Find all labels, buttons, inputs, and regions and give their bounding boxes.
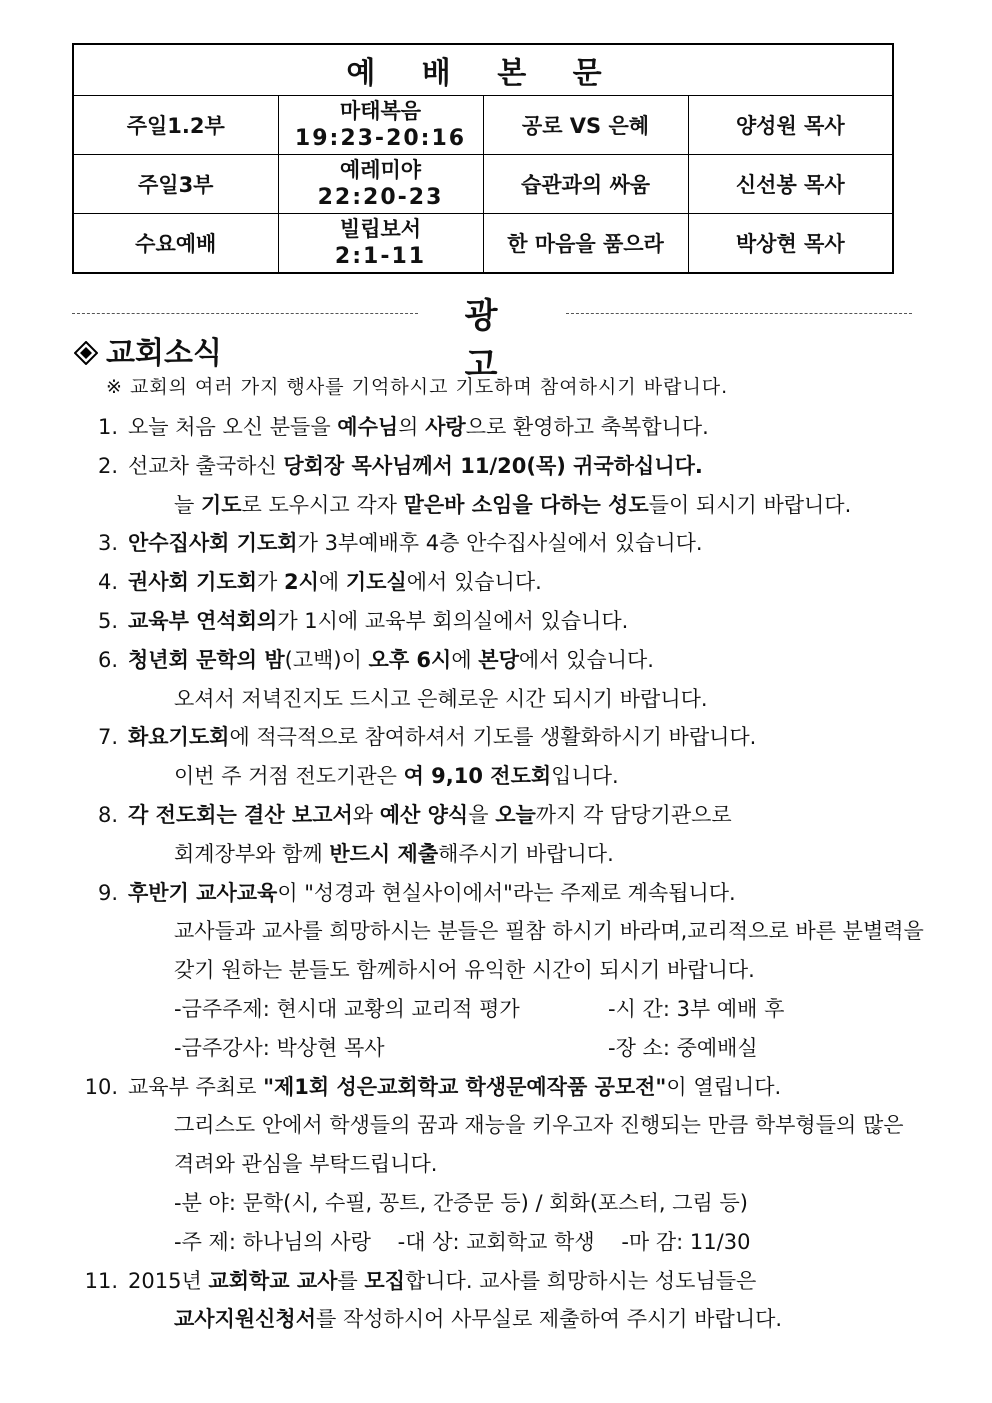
announcement-item <box>72 718 932 796</box>
announcement-item <box>72 563 932 602</box>
body-text: 가 1시에 교육부 회의실에서 있습니다. <box>277 608 629 633</box>
emphasis-text: 화요기도회 <box>128 725 230 750</box>
announcement-item <box>72 602 932 641</box>
book-name: 예레미야 <box>339 158 422 182</box>
emphasis-text: 여 9,10 전도회 <box>403 764 552 789</box>
item-number: 9. <box>97 880 118 905</box>
announcement-line <box>72 912 932 951</box>
emphasis-text: 예수님 <box>337 415 399 439</box>
emphasis-text: 교육부 연석회의 <box>128 608 278 633</box>
announcement-item <box>72 447 932 525</box>
body-text: 에 적극적으로 참여하셔서 기도를 생활화하시기 바랍니다. <box>229 725 757 750</box>
item-number: 11. <box>84 1268 118 1293</box>
body-text: -주 제: 하나님의 사랑 -대 상: 교회학교 학생 -마 감: 11/30 <box>174 1229 751 1254</box>
detail-right: -장 소: 중예배실 <box>608 1035 758 1060</box>
announcement-line <box>72 408 932 447</box>
body-text: 로 도우시고 각자 <box>241 492 404 517</box>
body-text: 의 <box>398 415 426 439</box>
item-number: 6. <box>97 647 118 672</box>
announcement-line <box>72 486 932 525</box>
emphasis-text: 안수집사회 기도회 <box>128 531 298 556</box>
body-text: 2015년 <box>128 1268 209 1293</box>
item-number: 2. <box>97 453 118 478</box>
scripture-reference <box>278 214 483 274</box>
announcement-line <box>72 796 932 835</box>
body-text: 에 <box>451 647 479 672</box>
preacher-name: 박상현 목사 <box>688 214 893 274</box>
body-text: 회계장부와 함께 <box>174 841 330 866</box>
announcement-line <box>72 447 932 486</box>
announcement-item <box>72 641 932 719</box>
body-text: 선교차 출국하신 <box>128 453 284 478</box>
body-text: (고백)이 <box>284 647 369 672</box>
body-text: 입니다. <box>551 764 619 789</box>
service-name: 주일1.2부 <box>73 96 278 155</box>
item-number: 8. <box>97 802 118 827</box>
church-news-note: ※ 교회의 여러 가지 행사를 기억하시고 기도하며 참여하시기 바랍니다. <box>106 376 729 398</box>
body-text: 오늘 처음 오신 분들을 <box>128 415 338 439</box>
verse-range: 19:23-20:16 <box>294 126 467 151</box>
emphasis-text: 오늘 <box>495 802 536 827</box>
preacher-name: 양성원 목사 <box>688 96 893 155</box>
body-text: 늘 <box>174 492 201 517</box>
announcement-item <box>72 408 932 447</box>
divider-left <box>72 313 418 314</box>
church-news-title: 교회소식 <box>106 336 222 371</box>
body-text: 가 <box>257 570 284 595</box>
scripture-table <box>72 43 894 274</box>
body-text: 에서 있습니다. <box>518 647 654 672</box>
emphasis-text: 본당 <box>478 647 519 672</box>
announcement-line <box>72 1068 932 1107</box>
announcement-line <box>72 951 932 990</box>
sermon-title: 한 마음을 품으라 <box>483 214 688 274</box>
emphasis-text: 청년회 문학의 밤 <box>128 647 285 672</box>
detail-right: -시 간: 3부 예배 후 <box>608 996 785 1021</box>
emphasis-text: 반드시 제출 <box>329 841 439 866</box>
body-text: 이번 주 거점 전도기관은 <box>174 764 404 789</box>
scripture-row <box>73 214 893 274</box>
body-text: 으로 환영하고 축복합니다. <box>465 415 709 439</box>
item-number: 10. <box>84 1074 118 1099</box>
scripture-reference <box>278 155 483 214</box>
announcement-line <box>72 990 932 1029</box>
body-text: 해주시기 바랍니다. <box>438 841 614 866</box>
emphasis-text: 기도실 <box>345 570 407 595</box>
announcement-item <box>72 1262 932 1340</box>
body-text: 에서 있습니다. <box>406 570 542 595</box>
sermon-title: 공로 VS 은혜 <box>483 96 688 155</box>
body-text: 교사들과 교사를 희망하시는 분들은 필참 하시기 바라며,교리적으로 바른 분별력을 <box>174 919 924 944</box>
church-news-heading <box>74 328 222 372</box>
scripture-title: 예 배 본 문 <box>73 44 893 96</box>
body-text: 를 작성하시어 사무실로 제출하여 주시기 바랍니다. <box>316 1307 783 1332</box>
body-text: 를 <box>337 1268 365 1293</box>
scripture-row <box>73 96 893 155</box>
emphasis-text: 모집 <box>364 1268 405 1293</box>
detail-left: -금주강사: 박상현 목사 <box>174 1035 385 1060</box>
announcement-line <box>72 757 932 796</box>
body-text: 들이 되시기 바랍니다. <box>648 492 852 517</box>
announcement-line <box>72 563 932 602</box>
body-text: 오셔서 저녁진지도 드시고 은혜로운 시간 되시기 바랍니다. <box>174 686 708 711</box>
body-text: 교육부 주최로 <box>128 1074 264 1099</box>
emphasis-text: 오후 6시 <box>368 647 452 672</box>
announcement-line <box>72 680 932 719</box>
announcement-item <box>72 874 932 1068</box>
emphasis-text: 권사회 기도회 <box>128 570 258 595</box>
announcement-line <box>72 1029 932 1068</box>
body-text: 격려와 관심을 부탁드립니다. <box>174 1152 438 1177</box>
emphasis-text: 사랑 <box>425 415 466 439</box>
announcement-line <box>72 718 932 757</box>
item-number: 4. <box>97 570 118 595</box>
announcement-line <box>72 602 932 641</box>
scripture-row <box>73 155 893 214</box>
body-text: 이 열립니다. <box>666 1074 782 1099</box>
body-text: 이 "성경과 현실사이에서"라는 주제로 계속됩니다. <box>277 880 736 905</box>
verse-range: 2:1-11 <box>334 244 427 269</box>
announcement-line <box>72 1145 932 1184</box>
announcement-item <box>72 796 932 874</box>
item-number: 7. <box>97 725 118 750</box>
body-text: 그리스도 안에서 학생들의 꿈과 재능을 키우고자 진행되는 만큼 학부형들의 많은 <box>174 1113 904 1138</box>
body-text: 와 <box>352 802 380 827</box>
announcement-line <box>72 1106 932 1145</box>
announcement-line <box>72 641 932 680</box>
item-number: 3. <box>97 531 118 556</box>
service-name: 주일3부 <box>73 155 278 214</box>
emphasis-text: 기도 <box>200 492 242 517</box>
emphasis-text: 교회학교 교사 <box>208 1268 338 1293</box>
announcements-title: 광 고 <box>464 296 540 385</box>
emphasis-text: 예산 양식 <box>379 802 469 827</box>
item-number: 5. <box>97 608 118 633</box>
emphasis-text: 후반기 교사교육 <box>128 880 278 905</box>
emphasis-text: 교사지원신청서 <box>174 1307 317 1332</box>
body-text: 을 <box>468 802 496 827</box>
emphasis-text: 맡은바 소임을 다하는 성도 <box>403 492 649 517</box>
announcement-list <box>72 408 932 1339</box>
divider-right <box>566 313 912 314</box>
emphasis-text: "제1회 성은교회학교 학생문예작품 공모전" <box>263 1074 667 1099</box>
item-number: 1. <box>97 415 118 439</box>
announcement-line <box>72 524 932 563</box>
announcement-item <box>72 524 932 563</box>
announcement-line <box>72 874 932 913</box>
body-text: 합니다. 교사를 희망하시는 성도님들은 <box>404 1268 757 1293</box>
announcement-line <box>72 835 932 874</box>
body-text: 가 3부예배후 4층 안수집사실에서 있습니다. <box>297 531 703 556</box>
detail-left: -금주주제: 현시대 교황의 교리적 평가 <box>174 996 520 1021</box>
body-text: -분 야: 문학(시, 수필, 꽁트, 간증문 등) / 회화(포스터, 그림 등) <box>174 1190 748 1215</box>
verse-range: 22:20-23 <box>317 185 444 210</box>
emphasis-text: 당회장 목사님께서 11/20(목) 귀국하십니다. <box>283 453 703 478</box>
announcement-line <box>72 1223 932 1262</box>
announcement-line <box>72 1300 932 1339</box>
announcement-line <box>72 1184 932 1223</box>
body-text: 갖기 원하는 분들도 함께하시어 유익한 시간이 되시기 바랍니다. <box>174 958 755 983</box>
diamond-bullet-icon <box>74 338 98 362</box>
preacher-name: 신선봉 목사 <box>688 155 893 214</box>
announcement-item <box>72 1068 932 1262</box>
announcement-line <box>72 1262 932 1301</box>
body-text: 에 <box>318 570 346 595</box>
book-name: 마태복음 <box>339 99 422 123</box>
sermon-title: 습관과의 싸움 <box>483 155 688 214</box>
emphasis-text: 각 전도회는 결산 보고서 <box>128 802 353 827</box>
book-name: 빌립보서 <box>339 217 422 241</box>
scripture-reference <box>278 96 483 155</box>
emphasis-text: 2시 <box>284 570 319 595</box>
service-name: 수요예배 <box>73 214 278 274</box>
body-text: 까지 각 담당기관으로 <box>535 802 732 827</box>
